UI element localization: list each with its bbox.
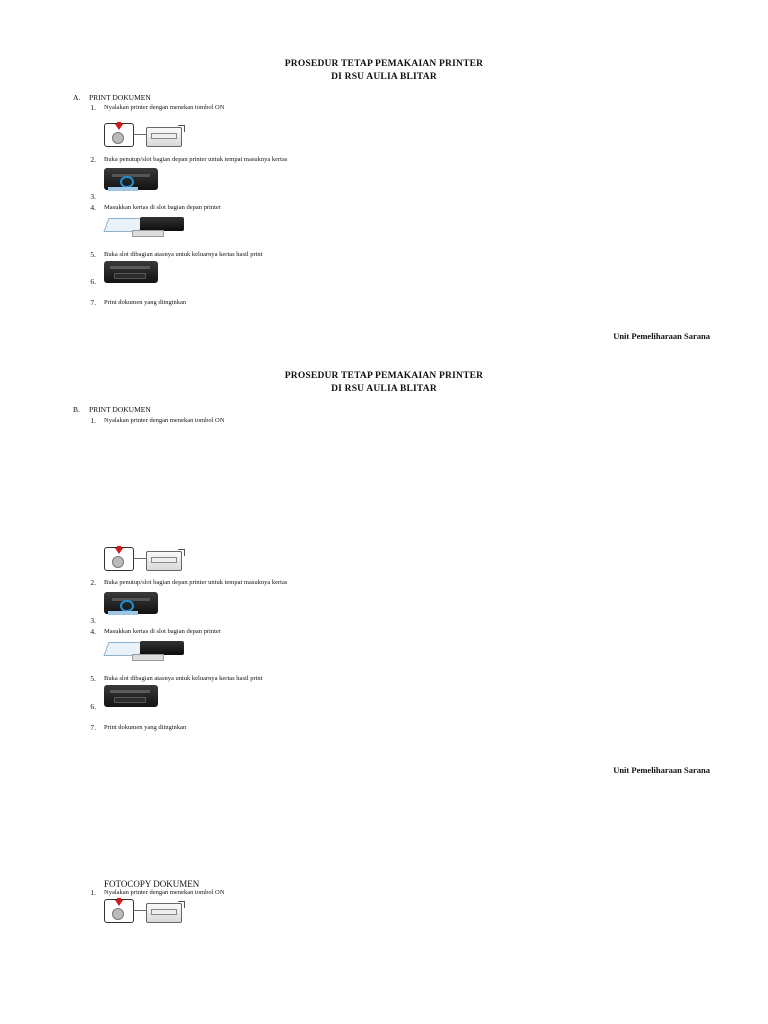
power-button-illustration: [104, 897, 186, 923]
printer-output-slot-illustration: [104, 261, 158, 285]
step-number: 7.: [90, 723, 96, 732]
step-text: Nyalakan printer dengan menekan tombol ON: [104, 417, 225, 424]
insert-paper-illustration: [104, 638, 186, 662]
printer-open-slot-illustration: [104, 166, 158, 192]
step-number: 4.: [90, 627, 96, 636]
step-text: Buka penutup/slot bagian depan printer untuk tempat masuknya kertas: [104, 579, 288, 586]
section-b-footer: Unit Pemeliharaan Sarana: [613, 765, 710, 775]
section-a-title-line2: DI RSU AULIA BLITAR: [331, 72, 437, 82]
section-c-heading: FOTOCOPY DOKUMEN: [104, 879, 200, 889]
step-text: Buka slot dibagian atasnya untuk keluarnya kertas hasil print: [104, 675, 263, 682]
section-b-heading: PRINT DOKUMEN: [89, 405, 151, 414]
step-number: 5.: [90, 674, 96, 683]
power-button-illustration: [104, 121, 186, 147]
step-number: 1.: [90, 888, 96, 897]
step-number: 4.: [90, 203, 96, 212]
power-button-illustration: [104, 545, 186, 571]
step-text: Print dokumen yang diinginkan: [104, 299, 187, 306]
step-number: 3.: [90, 192, 96, 201]
step-text: Nyalakan printer dengan menekan tombol ON: [104, 104, 225, 111]
step-text: Print dokumen yang diinginkan: [104, 724, 187, 731]
step-text: Nyalakan printer dengan menekan tombol ON: [104, 889, 225, 896]
step-number: 6.: [90, 277, 96, 286]
section-a-title-line1: PROSEDUR TETAP PEMAKAIAN PRINTER: [284, 59, 484, 69]
section-b-letter: B.: [73, 405, 80, 414]
printer-open-slot-illustration: [104, 590, 158, 616]
section-a-letter: A.: [73, 93, 81, 102]
section-b-title-line1: PROSEDUR TETAP PEMAKAIAN PRINTER: [284, 371, 484, 381]
section-a-heading: PRINT DOKUMEN: [89, 93, 151, 102]
insert-paper-illustration: [104, 214, 186, 238]
section-a-footer: Unit Pemeliharaan Sarana: [613, 331, 710, 341]
step-number: 5.: [90, 250, 96, 259]
step-number: 1.: [90, 416, 96, 425]
step-text: Masukkan kertas di slot bagian depan printer: [104, 628, 221, 635]
step-number: 1.: [90, 103, 96, 112]
step-number: 2.: [90, 578, 96, 587]
step-text: Buka slot dibagian atasnya untuk keluarnya kertas hasil print: [104, 251, 263, 258]
step-text: Buka penutup/slot bagian depan printer untuk tempat masuknya kertas: [104, 156, 288, 163]
printer-output-slot-illustration: [104, 685, 158, 709]
step-number: 7.: [90, 298, 96, 307]
step-number: 2.: [90, 155, 96, 164]
step-number: 3.: [90, 616, 96, 625]
step-text: Masukkan kertas di slot bagian depan printer: [104, 204, 221, 211]
step-number: 6.: [90, 702, 96, 711]
section-b-title-line2: DI RSU AULIA BLITAR: [331, 384, 437, 394]
